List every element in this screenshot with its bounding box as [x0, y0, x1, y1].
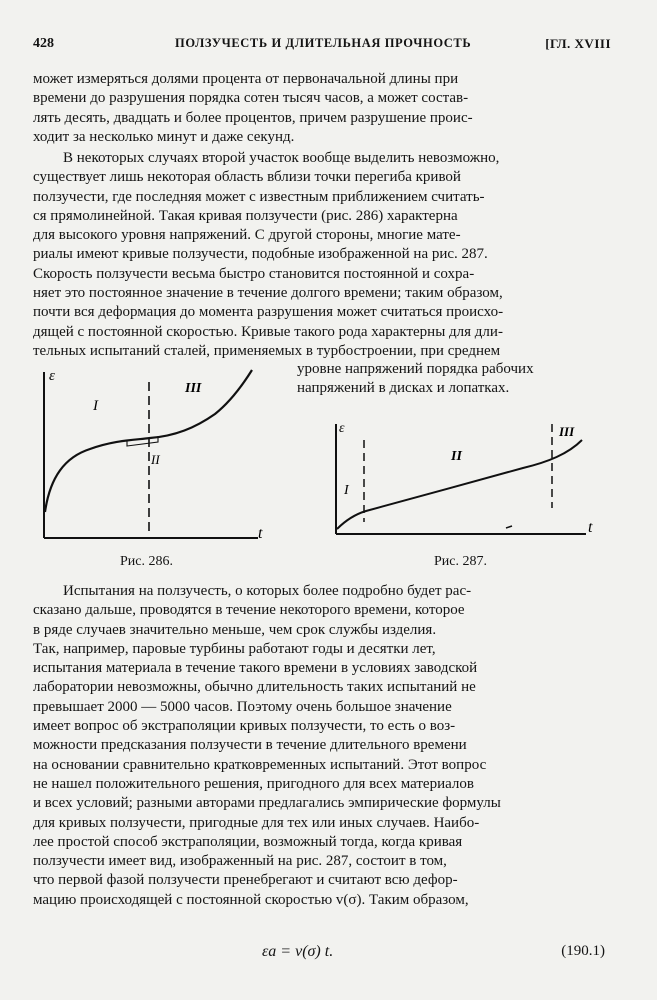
page-header — [33, 36, 611, 58]
region-II-label: II — [151, 452, 160, 467]
paragraph-2-wrap — [297, 360, 605, 399]
figure-286-caption: Рис. 286. — [120, 554, 173, 569]
text-line: ползучести имеет вид, изображенный на рис. 287, состоит в том, — [33, 853, 447, 870]
text-line: и всех условий; разными авторами предлагались эмпирические формулы — [33, 795, 501, 812]
region-I-label: I — [93, 398, 98, 414]
figure-286 — [30, 362, 290, 552]
text-line: можности предсказания ползучести в течение длительного времени — [33, 737, 467, 754]
text-line: уровне напряжений порядка рабочих — [297, 361, 534, 377]
axis-x-label: t — [588, 519, 593, 536]
text-line: ходит за несколько минут и даже секунд. — [33, 128, 295, 145]
paragraph-3 — [33, 582, 605, 910]
text-line: Так, например, паровые турбины работают годы и десятки лет, — [33, 640, 436, 657]
text-line: лее простой способ экстраполяции, возможный тогда, когда кривая — [33, 833, 463, 850]
text-line: для кривых ползучести, пригодные для тех или иных случаев. Наибо- — [33, 814, 480, 831]
region-I-label: I — [344, 483, 349, 498]
text-line: не нашел положительного решения, пригодного для всех материалов — [33, 775, 474, 792]
figure-287-caption: Рис. 287. — [434, 554, 487, 569]
text-line: что первой фазой ползучести пренебрегают и считают всю дефор- — [33, 872, 458, 889]
text-line: ся прямолинейной. Такая кривая ползучести (рис. 286) характерна — [33, 207, 458, 224]
text-line: для высокого уровня напряжений. С другой стороны, многие мате- — [33, 227, 461, 244]
region-III-label: III — [559, 424, 575, 439]
text-line: испытания материала в течение такого времени в условиях заводской — [33, 660, 478, 677]
paragraph-1 — [33, 70, 605, 147]
text-line: времени до разрушения порядка сотен тысяч часов, а может состав- — [33, 90, 469, 107]
figure-287 — [328, 410, 608, 550]
axis-y-label: ε — [339, 421, 345, 436]
text-line: существует лишь некоторая область вблизи точки перегиба кривой — [33, 169, 461, 186]
text-line: ползучести, где последняя может с известным приближением считать- — [33, 188, 485, 205]
region-III-label: III — [185, 381, 202, 396]
text-line: лять десять, двадцать и более процентов, причем разрушение проис- — [33, 109, 473, 126]
text-line: имеет вопрос об экстраполяции кривых ползучести, то есть о воз- — [33, 718, 456, 735]
running-title: ПОЛЗУЧЕСТЬ И ДЛИТЕЛЬНАЯ ПРОЧНОСТЬ — [175, 36, 472, 50]
text-line: почти вся деформация до момента разрушения может считаться происхо- — [33, 304, 504, 321]
text-line: в ряде случаев значительно меньше, чем срок службы изделия. — [33, 621, 437, 638]
page-number: 428 — [33, 36, 54, 51]
axis-y-label: ε — [49, 368, 55, 384]
text-line: напряжений в дисках и лопатках. — [297, 380, 510, 397]
text-line: риалы имеют кривые ползучести, подобные изображенной на рис. 287. — [33, 246, 488, 263]
paragraph-2 — [33, 149, 605, 361]
text-line: на основании сравнительно кратковременных испытаний. Этот вопрос — [33, 756, 487, 773]
text-line: тельных испытаний сталей, применяемых в турбостроении, при среднем — [33, 342, 501, 359]
text-line: няет это постоянное значение в течение долгого времени; таким образом, — [33, 285, 503, 302]
formula: εa = v(σ) t. — [262, 943, 334, 960]
text-line: сказано дальше, проводятся в течение некоторого времени, которое — [33, 602, 465, 619]
axis-x-label: t — [258, 525, 263, 542]
text-line: Испытания на ползучесть, о которых более подробно будет рас- — [63, 583, 472, 599]
tick-mark — [506, 526, 512, 528]
text-line: Скорость ползучести весьма быстро становится постоянной и сохра- — [33, 265, 475, 282]
text-line: может измеряться долями процента от первоначальной длины при — [33, 71, 459, 87]
text-line: дящей с постоянной скоростью. Кривые такого рода характерны для дли- — [33, 323, 503, 340]
equation-number: (190.1) — [561, 943, 605, 959]
text-line: мацию происходящей с постоянной скоростью v(σ). Таким образом, — [33, 891, 469, 908]
region-II-label: II — [451, 449, 462, 464]
text-line: превышает 2000 — 5000 часов. Поэтому очень большое значение — [33, 698, 452, 715]
chapter-label: [ГЛ. XVIII — [545, 36, 611, 51]
text-line: В некоторых случаях второй участок вообще выделить невозможно, — [63, 150, 500, 166]
text-line: лаборатории невозможны, обычно длительность таких испытаний не — [33, 679, 476, 696]
